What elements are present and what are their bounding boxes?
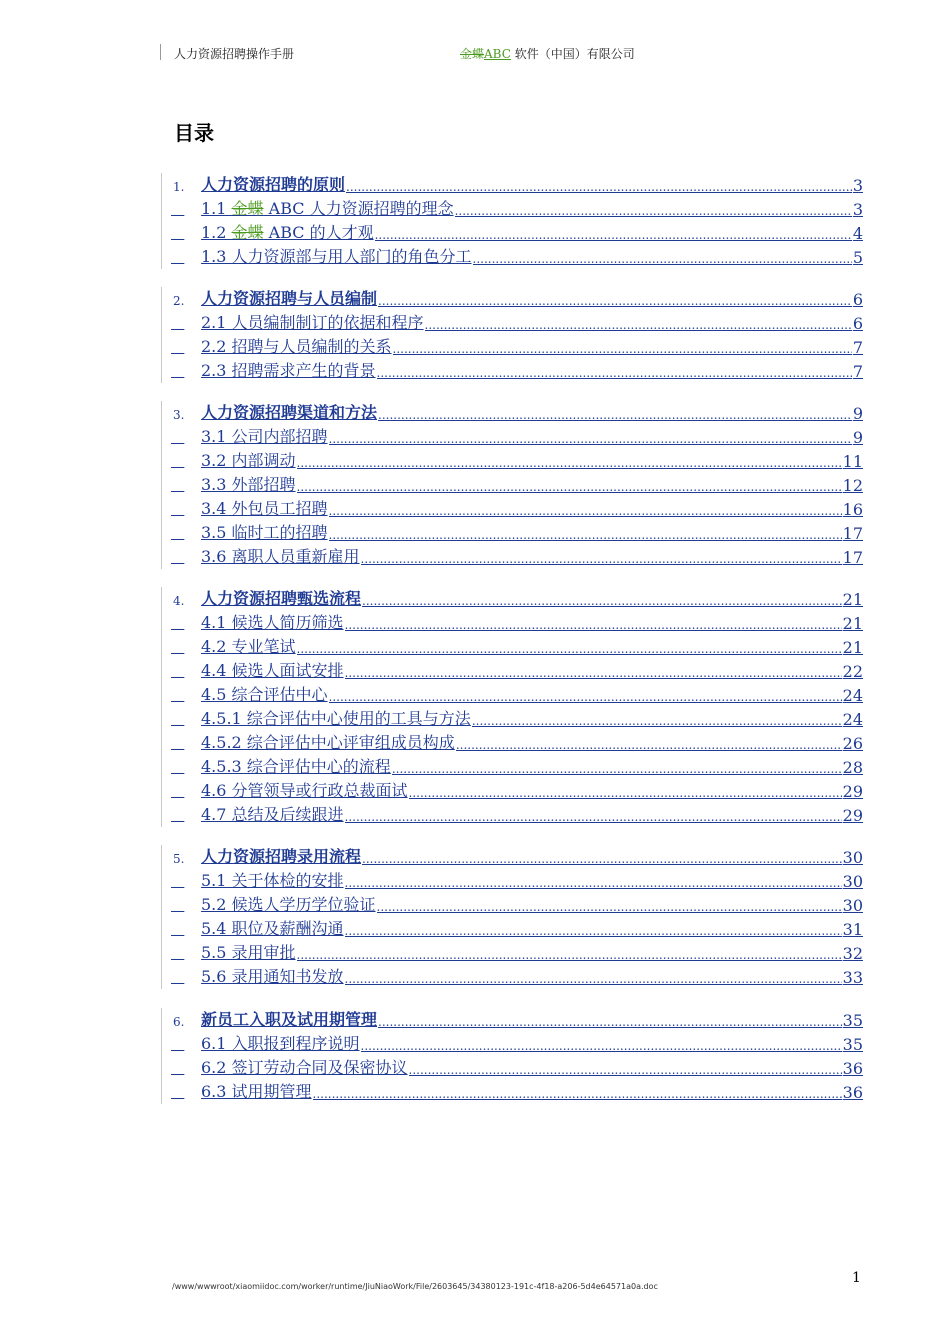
toc-dot-leader — [361, 551, 842, 567]
toc-entry-link[interactable] — [201, 610, 863, 633]
toc-entry-strike-brand: 金蝶 — [231, 199, 264, 218]
toc-entry-prefix: 1.2 — [201, 223, 232, 242]
toc-dot-leader — [297, 479, 842, 495]
toc-item-row[interactable] — [161, 245, 863, 269]
toc-dot-leader — [329, 431, 852, 447]
toc-tab-leader — [171, 784, 184, 800]
toc-section-number: 6. — [173, 1015, 185, 1029]
toc-entry-title — [201, 658, 344, 681]
toc-page-number: 29 — [842, 806, 863, 825]
toc-entry-title — [201, 520, 328, 543]
toc-entry-link[interactable] — [201, 520, 863, 543]
toc-page-number: 32 — [842, 944, 863, 963]
toc-dot-leader — [455, 203, 852, 219]
toc-entry-text: 4.5.3 综合评估中心的流程 — [201, 757, 391, 776]
toc-entry-title: 新员工入职及试用期管理 — [201, 1010, 378, 1029]
toc-section — [161, 401, 863, 569]
toc-page-number: 3 — [852, 200, 863, 219]
toc-tab-leader — [171, 640, 184, 656]
toc-item-row[interactable] — [161, 611, 863, 635]
toc-page-number: 12 — [842, 476, 863, 495]
toc-entry-text: 6.3 试用期管理 — [201, 1082, 312, 1101]
toc-dot-leader — [345, 665, 842, 681]
toc-entry-title — [201, 892, 376, 915]
toc-entry-link[interactable] — [201, 868, 863, 891]
header-brand-abc: ABC — [484, 47, 511, 61]
toc-entry-title — [201, 940, 296, 963]
toc-entry-text: 6.2 签订劳动合同及保密协议 — [201, 1058, 408, 1077]
toc-entry-text: 5.5 录用审批 — [201, 943, 296, 962]
toc-tab-leader — [171, 616, 184, 632]
toc-entry-link[interactable] — [201, 658, 863, 681]
toc-tab-leader — [171, 316, 184, 332]
toc-dot-leader — [329, 503, 842, 519]
toc-entry-text: 5.6 录用通知书发放 — [201, 967, 344, 986]
toc-dot-leader — [345, 617, 842, 633]
toc-entry-prefix: 1.1 — [201, 199, 232, 218]
toc-tab-leader — [171, 808, 184, 824]
toc-dot-leader — [375, 227, 852, 243]
toc-tab-leader — [171, 712, 184, 728]
toc-entry-title — [201, 634, 296, 657]
toc-entry-text: 1.3 人力资源部与用人部门的角色分工 — [201, 247, 472, 266]
toc-entry-link[interactable] — [201, 172, 863, 195]
toc-item-row[interactable] — [161, 311, 863, 335]
header-divider — [160, 44, 161, 60]
toc-item-row[interactable] — [161, 335, 863, 359]
toc-dot-leader — [472, 713, 842, 729]
toc-section — [161, 173, 863, 269]
toc-section — [161, 845, 863, 989]
toc-page-number: 16 — [842, 500, 863, 519]
toc-entry-link[interactable] — [201, 1031, 863, 1054]
toc-page-number: 35 — [842, 1011, 863, 1030]
toc-tab-leader — [171, 736, 184, 752]
toc-tab-leader — [171, 970, 184, 986]
toc-item-row[interactable] — [161, 803, 863, 827]
toc-dot-leader — [345, 971, 842, 987]
header-doc-title: 人力资源招聘操作手册 — [174, 47, 295, 61]
toc-entry-link[interactable] — [201, 196, 863, 219]
toc-item-row[interactable] — [161, 425, 863, 449]
toc-item-row[interactable] — [161, 659, 863, 683]
toc-page-number: 6 — [852, 290, 863, 309]
toc-tab-leader — [171, 526, 184, 542]
toc-page-number: 30 — [842, 848, 863, 867]
toc-tab-leader — [171, 922, 184, 938]
toc-item-row[interactable] — [161, 917, 863, 941]
toc-entry-text: 4.4 候选人面试安排 — [201, 661, 344, 680]
toc-dot-leader — [329, 689, 842, 705]
toc-entry-link[interactable] — [201, 220, 863, 243]
toc-page-number: 22 — [842, 662, 863, 681]
toc-section-number: 3. — [173, 408, 185, 422]
toc-entry-title — [201, 754, 391, 777]
toc-entry-link[interactable] — [201, 472, 863, 495]
toc-tab-leader — [171, 226, 184, 242]
toc-entry-link[interactable] — [201, 634, 863, 657]
toc-section-number: 4. — [173, 594, 185, 608]
toc-section — [161, 287, 863, 383]
toc-entry-text: 2.3 招聘需求产生的背景 — [201, 361, 376, 380]
toc-entry-link[interactable] — [201, 586, 863, 609]
toc-entry-title — [201, 244, 472, 267]
toc-entry-title — [201, 1055, 408, 1078]
toc-entry-title — [201, 610, 344, 633]
toc-tab-leader — [171, 664, 184, 680]
toc-entry-title — [201, 448, 296, 471]
toc-entry-link[interactable] — [201, 334, 863, 357]
toc-item-row[interactable] — [161, 359, 863, 383]
toc-heading-row[interactable] — [161, 173, 863, 197]
toc-page-number: 5 — [852, 248, 863, 267]
toc-page-number: 11 — [842, 452, 863, 471]
toc-entry-link[interactable] — [201, 286, 863, 309]
toc-page-number: 9 — [852, 428, 863, 447]
toc-dot-leader — [378, 1014, 842, 1030]
toc-item-row[interactable] — [161, 221, 863, 245]
toc-section-number: 5. — [173, 852, 185, 866]
toc-entry-link[interactable] — [201, 358, 863, 381]
toc-dot-leader — [393, 341, 852, 357]
toc-page-number: 24 — [842, 710, 863, 729]
toc-entry-title — [201, 778, 408, 801]
toc-entry-link[interactable] — [201, 964, 863, 987]
page-number: 1 — [852, 1270, 861, 1286]
toc-dot-leader — [345, 875, 842, 891]
toc-item-row[interactable] — [161, 545, 863, 569]
toc-entry-link[interactable] — [201, 400, 863, 423]
toc-entry-text: ABC 人力资源招聘的理念 — [263, 199, 454, 218]
toc-entry-text: 3.1 公司内部招聘 — [201, 427, 328, 446]
toc-entry-title — [201, 1079, 312, 1102]
toc-entry-strike-brand: 金蝶 — [231, 223, 264, 242]
toc-item-row[interactable] — [161, 779, 863, 803]
toc-dot-leader — [456, 737, 842, 753]
header-brand-rest: 软件（中国）有限公司 — [510, 47, 635, 61]
toc-tab-leader — [171, 550, 184, 566]
toc-item-row[interactable] — [161, 869, 863, 893]
toc-entry-title — [201, 964, 344, 987]
toc-entry-title — [201, 706, 471, 729]
toc-section — [161, 1008, 863, 1104]
toc-dot-leader — [361, 1038, 842, 1054]
toc-dot-leader — [362, 851, 842, 867]
toc-tab-leader — [171, 946, 184, 962]
toc-entry-link[interactable] — [201, 1079, 863, 1102]
toc-entry-title — [201, 868, 344, 891]
toc-tab-leader — [171, 1085, 184, 1101]
toc-page-number: 21 — [842, 590, 863, 609]
toc-page-number: 17 — [842, 548, 863, 567]
toc-tab-leader — [171, 250, 184, 266]
toc-dot-leader — [297, 455, 842, 471]
toc-entry-title — [201, 310, 424, 333]
page-header — [160, 42, 860, 64]
toc-entry-title: 人力资源招聘甄选流程 — [201, 589, 362, 608]
toc-page-number: 3 — [852, 176, 863, 195]
toc-dot-leader — [392, 761, 842, 777]
toc-tab-leader — [171, 478, 184, 494]
toc-page-number: 30 — [842, 896, 863, 915]
toc-entry-title — [201, 1031, 360, 1054]
toc-item-row[interactable] — [161, 1080, 863, 1104]
toc-entry-link[interactable] — [201, 778, 863, 801]
toc-entry-link[interactable] — [201, 310, 863, 333]
toc-item-row[interactable] — [161, 965, 863, 989]
toc-page-number: 36 — [842, 1059, 863, 1078]
toc-entry-link[interactable] — [201, 544, 863, 567]
toc-page-number: 31 — [842, 920, 863, 939]
toc-entry-text: 2.1 人员编制制订的依据和程序 — [201, 313, 424, 332]
toc-heading-row[interactable] — [161, 845, 863, 869]
toc-tab-leader — [171, 454, 184, 470]
toc-dot-leader — [409, 1062, 842, 1078]
toc-page-number: 21 — [842, 614, 863, 633]
toc-dot-leader — [297, 947, 842, 963]
toc-tab-leader — [171, 874, 184, 890]
toc-entry-link[interactable] — [201, 496, 863, 519]
toc-page-number: 36 — [842, 1083, 863, 1102]
toc-entry-text: ABC 的人才观 — [263, 223, 374, 242]
toc-entry-text: 6.1 入职报到程序说明 — [201, 1034, 360, 1053]
toc-entry-text: 3.2 内部调动 — [201, 451, 296, 470]
toc-tab-leader — [171, 340, 184, 356]
toc-tab-leader — [171, 688, 184, 704]
toc-item-row[interactable] — [161, 731, 863, 755]
toc-page-number: 17 — [842, 524, 863, 543]
toc-entry-title — [201, 802, 344, 825]
toc-item-row[interactable] — [161, 1056, 863, 1080]
toc-entry-title — [201, 424, 328, 447]
toc-entry-link[interactable] — [201, 448, 863, 471]
toc-tab-leader — [171, 898, 184, 914]
toc-dot-leader — [345, 923, 842, 939]
toc-page-number: 33 — [842, 968, 863, 987]
toc-entry-title — [201, 916, 344, 939]
toc-tab-leader — [171, 760, 184, 776]
toc-entry-link[interactable] — [201, 916, 863, 939]
toc-section-number: 1. — [173, 180, 185, 194]
toc-page-number: 28 — [842, 758, 863, 777]
toc-page-number: 35 — [842, 1035, 863, 1054]
toc-dot-leader — [297, 641, 842, 657]
toc-entry-text: 4.6 分管领导或行政总裁面试 — [201, 781, 408, 800]
toc-entry-text: 4.2 专业笔试 — [201, 637, 296, 656]
toc-entry-title: 人力资源招聘渠道和方法 — [201, 403, 378, 422]
toc-entry-title — [201, 358, 376, 381]
toc-dot-leader — [329, 527, 842, 543]
toc-entry-link[interactable] — [201, 682, 863, 705]
toc-entry-text: 3.4 外包员工招聘 — [201, 499, 328, 518]
toc-entry-link[interactable] — [201, 940, 863, 963]
toc-entry-title — [201, 334, 392, 357]
toc-dot-leader — [378, 293, 852, 309]
toc-page-number: 29 — [842, 782, 863, 801]
toc-page-number: 26 — [842, 734, 863, 753]
toc-item-row[interactable] — [161, 497, 863, 521]
toc-dot-leader — [377, 899, 842, 915]
toc-item-row[interactable] — [161, 755, 863, 779]
toc-entry-link[interactable] — [201, 1055, 863, 1078]
toc-dot-leader — [346, 179, 852, 195]
toc-entry-title — [201, 220, 374, 243]
toc-page-number: 7 — [852, 362, 863, 381]
toc-entry-link[interactable] — [201, 1007, 863, 1030]
toc-entry-link[interactable] — [201, 244, 863, 267]
footer-file-path: /www/wwwroot/xiaomiidoc.com/worker/runtime/JiuNiaoWork/File/2603645/34380123-191c-4f18-a206-5d4e64571a0a.doc — [172, 1282, 658, 1291]
toc-entry-text: 3.5 临时工的招聘 — [201, 523, 328, 542]
toc-entry-title — [201, 496, 328, 519]
toc-tab-leader — [171, 502, 184, 518]
toc-page-number: 7 — [852, 338, 863, 357]
toc-entry-title: 人力资源招聘的原则 — [201, 175, 346, 194]
toc-page-number: 6 — [852, 314, 863, 333]
toc-item-row[interactable] — [161, 683, 863, 707]
toc-entry-title — [201, 544, 360, 567]
toc-section — [161, 587, 863, 827]
toc-entry-text: 4.5.1 综合评估中心使用的工具与方法 — [201, 709, 471, 728]
toc-entry-text: 4.5 综合评估中心 — [201, 685, 328, 704]
toc-section-number: 2. — [173, 294, 185, 308]
toc-entry-text: 2.2 招聘与人员编制的关系 — [201, 337, 392, 356]
toc-dot-leader — [409, 785, 842, 801]
toc-dot-leader — [345, 809, 842, 825]
toc-entry-text: 5.2 候选人学历学位验证 — [201, 895, 376, 914]
toc-entry-link[interactable] — [201, 844, 863, 867]
toc-page-number: 4 — [852, 224, 863, 243]
toc-entry-link[interactable] — [201, 802, 863, 825]
toc-dot-leader — [377, 365, 852, 381]
toc-entry-text: 3.3 外部招聘 — [201, 475, 296, 494]
header-company — [460, 45, 635, 62]
toc-entry-text: 4.7 总结及后续跟进 — [201, 805, 344, 824]
toc-item-row[interactable] — [161, 707, 863, 731]
toc-item-row[interactable] — [161, 1032, 863, 1056]
toc-dot-leader — [378, 407, 852, 423]
toc-tab-leader — [171, 1037, 184, 1053]
toc-entry-title — [201, 730, 455, 753]
toc-entry-text: 4.5.2 综合评估中心评审组成员构成 — [201, 733, 455, 752]
toc-heading-row[interactable] — [161, 287, 863, 311]
toc-item-row[interactable] — [161, 941, 863, 965]
toc-page-number: 24 — [842, 686, 863, 705]
toc-dot-leader — [425, 317, 852, 333]
toc-item-row[interactable] — [161, 197, 863, 221]
header-brand-strike: 金蝶 — [460, 47, 485, 61]
toc-tab-leader — [171, 1061, 184, 1077]
toc-title: 目录 — [174, 121, 214, 145]
toc-entry-text: 5.4 职位及薪酬沟通 — [201, 919, 344, 938]
toc-heading-row[interactable] — [161, 587, 863, 611]
toc-dot-leader — [473, 251, 852, 267]
toc-page-number: 21 — [842, 638, 863, 657]
toc-page-number: 30 — [842, 872, 863, 891]
toc-entry-title: 人力资源招聘录用流程 — [201, 847, 362, 866]
toc-entry-link[interactable] — [201, 892, 863, 915]
toc-entry-text: 3.6 离职人员重新雇用 — [201, 547, 360, 566]
toc-dot-leader — [362, 593, 842, 609]
toc-entry-title: 人力资源招聘与人员编制 — [201, 289, 378, 308]
toc-entry-link[interactable] — [201, 730, 863, 753]
toc-tab-leader — [171, 364, 184, 380]
toc-entry-link[interactable] — [201, 424, 863, 447]
toc-page-number: 9 — [852, 404, 863, 423]
toc-tab-leader — [171, 430, 184, 446]
toc-entry-text: 5.1 关于体检的安排 — [201, 871, 344, 890]
toc-item-row[interactable] — [161, 473, 863, 497]
toc-heading-row[interactable] — [161, 401, 863, 425]
toc-entry-title — [201, 472, 296, 495]
toc-heading-row[interactable] — [161, 1008, 863, 1032]
toc-entry-text: 4.1 候选人简历筛选 — [201, 613, 344, 632]
toc-tab-leader — [171, 202, 184, 218]
toc-item-row[interactable] — [161, 521, 863, 545]
toc-entry-title — [201, 196, 454, 219]
toc-entry-link[interactable] — [201, 754, 863, 777]
toc-item-row[interactable] — [161, 635, 863, 659]
toc-entry-title — [201, 682, 328, 705]
toc-entry-link[interactable] — [201, 706, 863, 729]
toc-dot-leader — [313, 1086, 842, 1102]
toc-item-row[interactable] — [161, 893, 863, 917]
toc-item-row[interactable] — [161, 449, 863, 473]
